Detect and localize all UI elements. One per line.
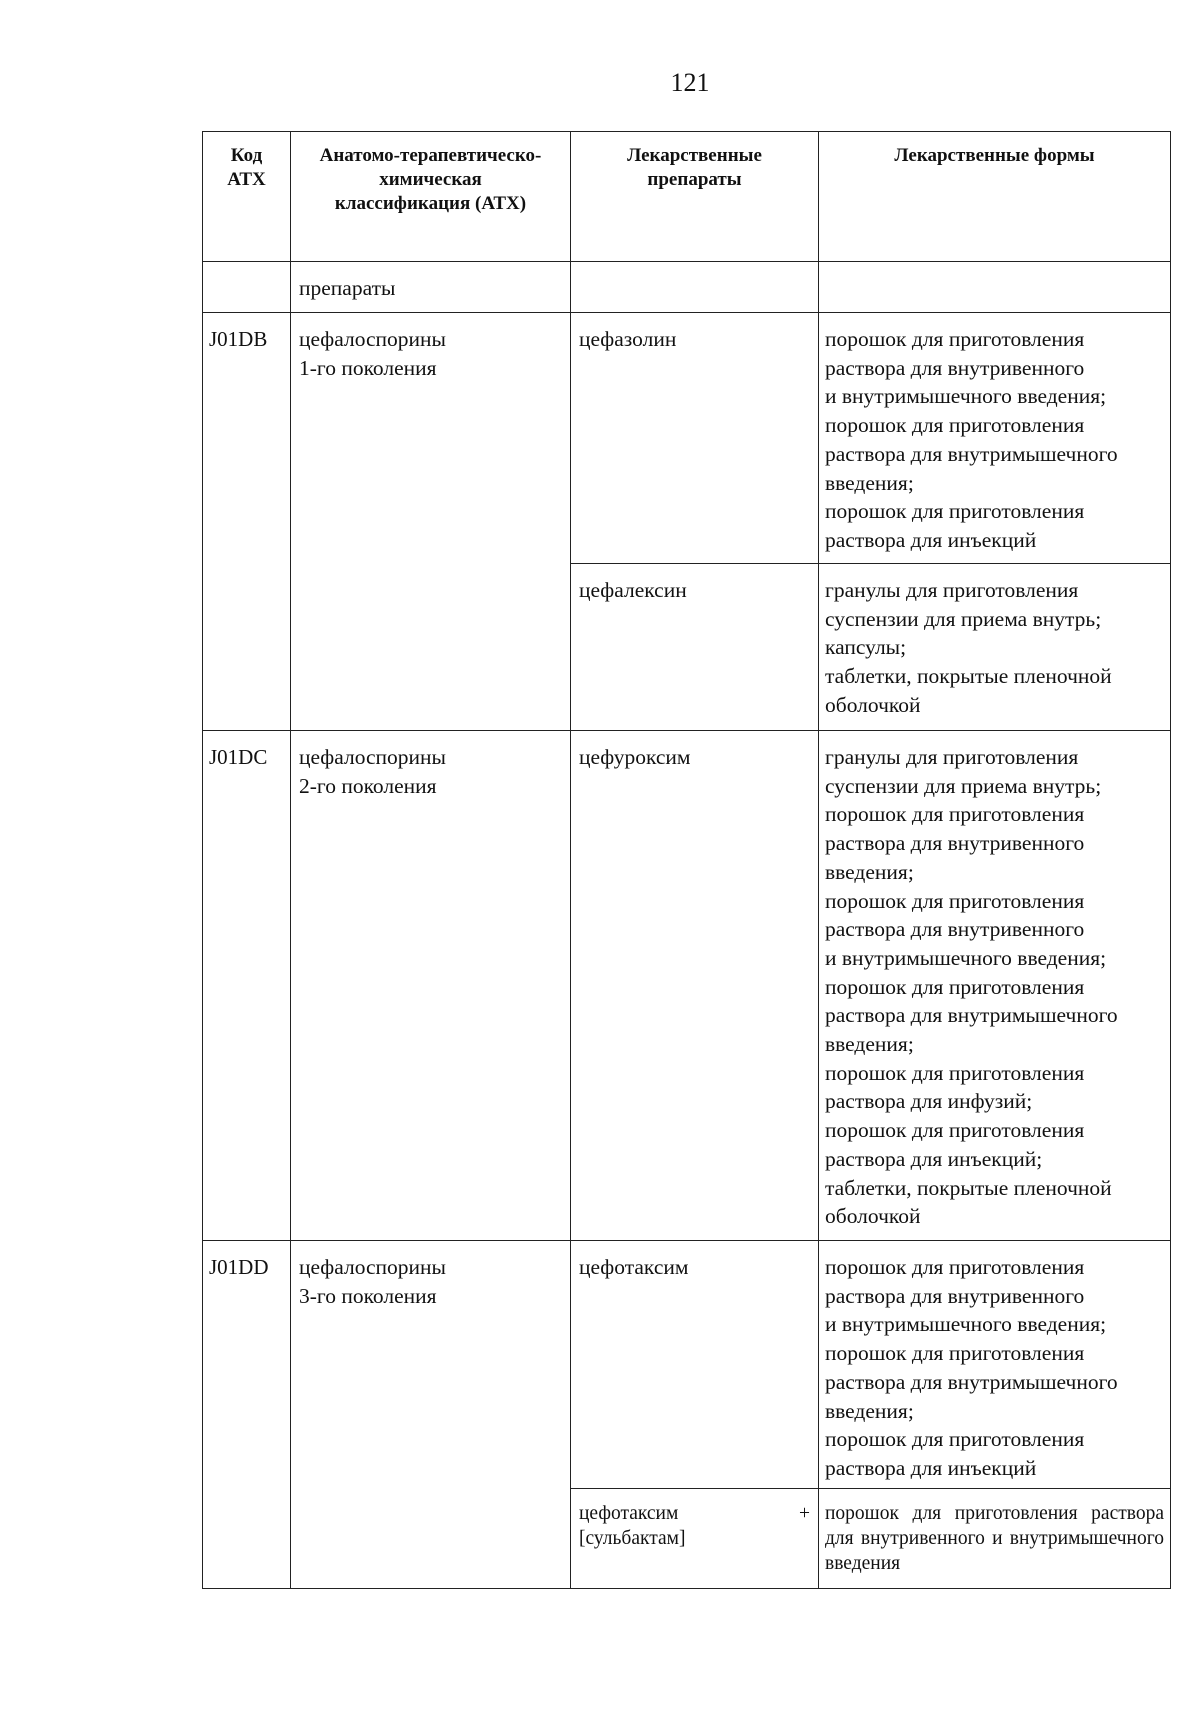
header-drugs: Лекарственные препараты xyxy=(571,132,819,262)
drug-name: цефазолин xyxy=(571,313,819,564)
table-row xyxy=(203,313,1171,564)
drug-name: цефотаксим xyxy=(571,1241,819,1489)
atx-code: J01DD xyxy=(203,1241,291,1589)
page-number: 121 xyxy=(670,68,710,97)
header-row xyxy=(203,132,1171,262)
dosage-forms: порошок для приготовления раствора для внутривенного и внутримышечного введения; порошок для приготовления раствора для внутримышечного введения; порошок для приготовления раствора для инъекций xyxy=(819,313,1171,564)
atx-code: J01DB xyxy=(203,313,291,731)
dosage-forms: порошок для приготовления раствора для внутривенного и внутримышечного введения xyxy=(819,1489,1171,1589)
drug-name-second: [сульбактам] xyxy=(579,1528,686,1549)
classification-cell: цефалоспорины 1-го поколения xyxy=(291,313,571,731)
table-row xyxy=(203,1241,1171,1489)
classification-cell: цефалоспорины 3-го поколения xyxy=(291,1241,571,1589)
continuation-row xyxy=(203,262,1171,313)
atx-table xyxy=(202,131,1171,1589)
atx-code: J01DC xyxy=(203,731,291,1241)
table-row xyxy=(203,731,1171,1241)
dosage-forms: гранулы для приготовления суспензии для приема внутрь; капсулы; таблетки, покрытые пленочной оболочкой xyxy=(819,564,1171,731)
drug-name: цефуроксим xyxy=(571,731,819,1241)
drug-name-main: цефотаксим xyxy=(579,1503,679,1524)
drug-name: цефалексин xyxy=(571,564,819,731)
classification-cell: цефалоспорины 2-го поколения xyxy=(291,731,571,1241)
header-classification: Анатомо-терапевтическо-химическая классификация (АТХ) xyxy=(291,132,571,262)
dosage-forms: гранулы для приготовления суспензии для приема внутрь; порошок для приготовления раствора для внутривенного введения; порошок для приготовления раствора для внутривенного и внутримышечного введения; порошок для приготовления раствора для внутримышечного введения; порошок для приготовления раствора для инфузий; порошок для приготовления раствора для инъекций; таблетки, покрытые пленочной оболочкой xyxy=(819,731,1171,1241)
classification-cell: препараты xyxy=(291,262,571,313)
header-code: Код АТХ xyxy=(203,132,291,262)
drug-name-plus: + xyxy=(799,1503,810,1524)
header-forms: Лекарственные формы xyxy=(819,132,1171,262)
dosage-forms: порошок для приготовления раствора для внутривенного и внутримышечного введения; порошок для приготовления раствора для внутримышечного введения; порошок для приготовления раствора для инъекций xyxy=(819,1241,1171,1489)
drug-name xyxy=(571,1489,819,1589)
